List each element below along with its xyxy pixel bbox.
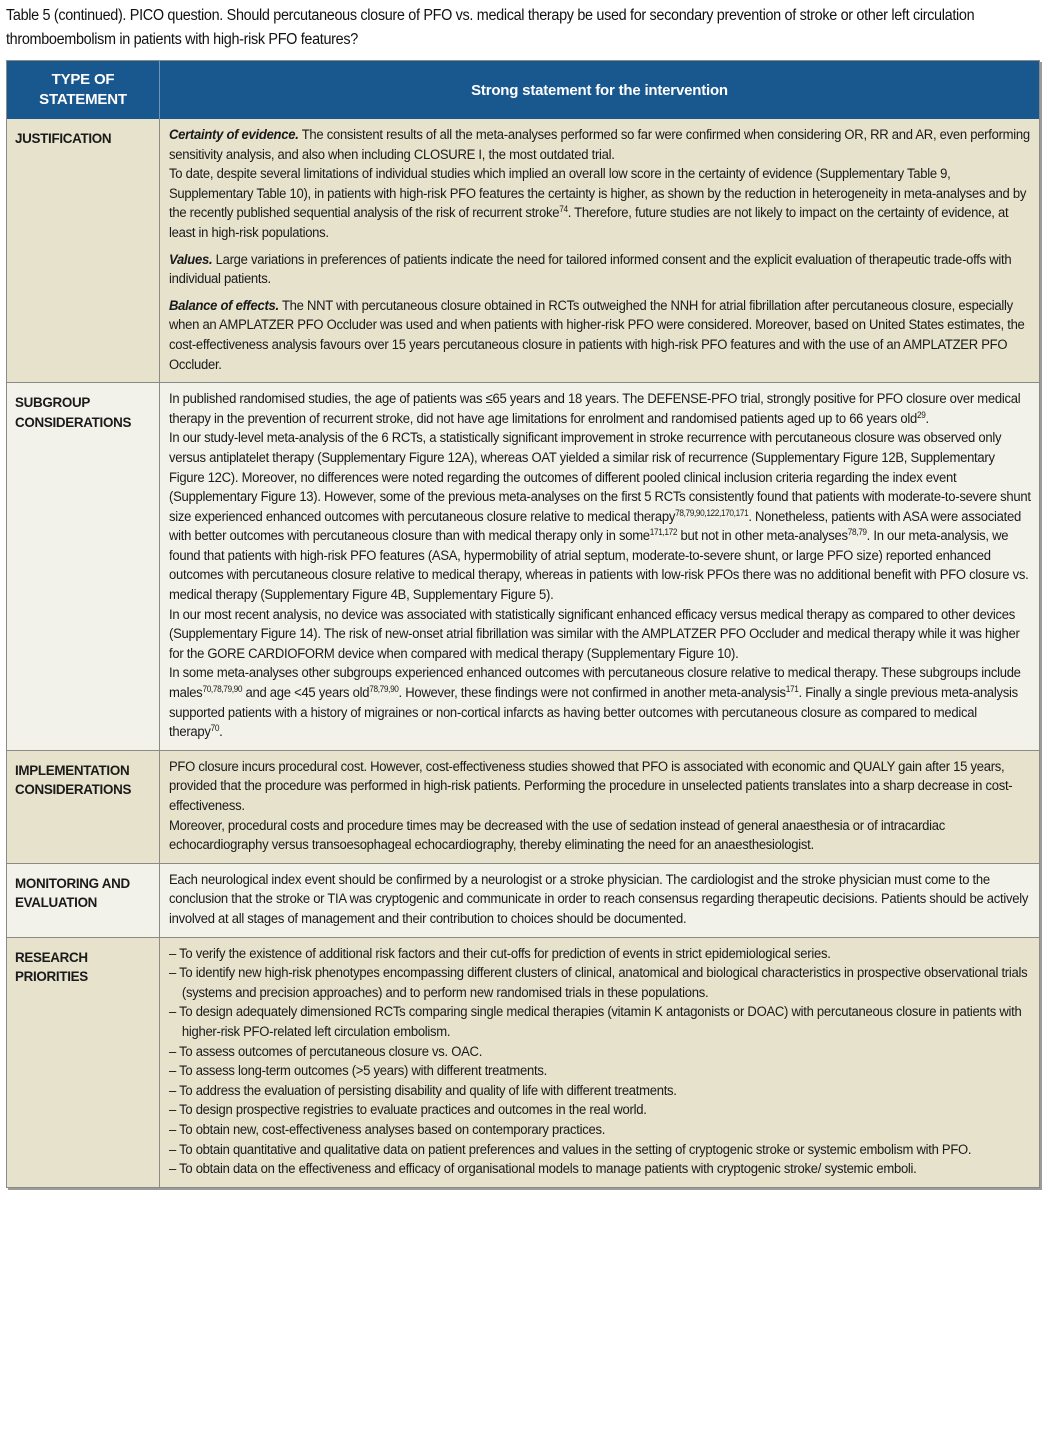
subgroup-p2-text-d: . In our meta-analysis, we found that patients with high-risk PFO features (ASA, hypermobility of atrial septum, moderate-to-severe shunt, or large PFO size) reported enhanced outcomes with percutaneous closure relative to medical therapy, whereas in patients with low-risk PFOs there was no additional benefit with PFO closure vs. medical therapy (Supplementary Figure 4B, Supplementary Figure 5).: [169, 528, 1029, 604]
reference-superscript: 171: [785, 684, 799, 695]
list-item: – To verify the existence of additional risk factors and their cut-offs for prediction of events in strict epidemiological series.: [169, 945, 1031, 965]
table-row-research: [7, 937, 1040, 1187]
implementation-paragraph-1: PFO closure incurs procedural cost. However, cost-effectiveness studies showed that PFO is associated with economic and QUALY gain after 15 years, provided that the procedure was performed in high-risk patients. Performing the procedure in unselected patients translates into a sharp decrease in cost-effectiveness.: [169, 758, 1013, 814]
balance-of-effects-paragraph: [169, 297, 1031, 375]
subgroup-paragraph-3: In our most recent analysis, no device was associated with statistically significant enhanced efficacy versus medical therapy as compared to other devices (Supplementary Figure 14). The risk of new-onset atrial fibrillation was similar with the AMPLATZER PFO Occluder and medical therapy while it was higher for the GORE CARDIOFORM device when compared with medical therapy (Supplementary Figure 10).: [169, 606, 1020, 662]
list-item: – To assess outcomes of percutaneous closure vs. OAC.: [169, 1043, 1031, 1063]
list-item: – To obtain data on the effectiveness and efficacy of organisational models to manage patients with cryptogenic stroke/ systemic emboli.: [169, 1160, 1031, 1180]
list-item: – To address the evaluation of persisting disability and quality of life with different treatments.: [169, 1082, 1031, 1102]
header-type-of-statement: [7, 61, 160, 120]
subgroup-p2-text-c: but not in other meta-analyses: [677, 528, 848, 545]
list-item: – To obtain new, cost-effectiveness analyses based on contemporary practices.: [169, 1121, 1031, 1141]
row-body-subgroup: [160, 383, 1040, 751]
reference-superscript: 78,79,90,122,170,171: [675, 507, 749, 518]
values-paragraph: [169, 251, 1031, 290]
monitoring-paragraph: Each neurological index event should be confirmed by a neurologist or a stroke physician. The cardiologist and the stroke physician must come to the conclusion that the stroke or TIA was cryptogenic and communicate in order to reach consensus regarding therapeutic decisions. Patients should be actively involved at all stages of management and their contribution to choices should be documented.: [169, 871, 1029, 927]
subgroup-p4-text-c: . However, these findings were not confirmed in another meta-analysis: [398, 685, 786, 702]
subgroup-p2-text-b: . Nonetheless, patients with ASA were associated with better outcomes with percutaneous closure than with medical therapy only in some: [169, 508, 1021, 545]
row-body-justification: [160, 119, 1040, 383]
subgroup-p1-text: In published randomised studies, the age of patients was ≤65 years and 18 years. The DEFENSE-PFO trial, strongly positive for PFO closure over medical therapy in the prevention of recurrent stroke, did not have age limitations for enrolment and randomised patients aged up to 66 years old: [169, 391, 1021, 427]
table-header-row: [7, 61, 1040, 120]
row-label-monitoring: MONITORING AND EVALUATION: [7, 863, 160, 937]
table-row-subgroup: [7, 383, 1040, 751]
list-item: – To assess long-term outcomes (>5 years) with different treatments.: [169, 1062, 1031, 1082]
reference-superscript: 78,79,90: [369, 684, 399, 695]
table-caption: Table 5 (continued). PICO question. Should percutaneous closure of PFO vs. medical therapy be used for secondary prevention of stroke or other left circulation thromboembolism in patients with high-risk PFO features?: [6, 7, 975, 48]
list-item: – To design adequately dimensioned RCTs comparing single medical therapies (vitamin K antagonists or DOAC) with percutaneous closure in patients with higher-risk PFO-related left circulation embolism.: [169, 1003, 1031, 1042]
list-item: – To identify new high-risk phenotypes encompassing different clusters of clinical, anatomical and biological characteristics in prospective observational trials (systems and precision approaches) and to perform new randomised trials in these populations.: [169, 964, 1031, 1003]
balance-text: The NNT with percutaneous closure obtained in RCTs outweighed the NNH for atrial fibrillation after percutaneous closure, especially when an AMPLATZER PFO Occluder was used and when patients with higher-risk PFO were considered. Moreover, based on United States estimates, the cost-effectiveness analysis favours over 15 years percutaneous closure in patients with high-risk PFO features and with the use of an AMPLATZER PFO Occluder.: [169, 297, 1025, 373]
row-body-research: [160, 937, 1040, 1187]
reference-superscript: 78,79: [847, 527, 867, 538]
header-col1-label: TYPE OF STATEMENT: [39, 71, 127, 108]
subgroup-p2-text-a: In our study-level meta-analysis of the 6 RCTs, a statistically significant improvement in stroke recurrence with percutaneous closure was observed only versus antiplatelet therapy (Supplementary Figure 12A), whereas OAT yielded a similar risk of recurrence (Supplementary Figure 12B, Supplementary Figure 12C). Moreover, no differences were noted regarding the outcomes of different pooled clinical inclusion criteria regarding the index event (Supplementary Figure 13). However, some of the previous meta-analyses on the first 5 RCTs consistently found that patients with moderate-to-severe shunt size experienced enhanced outcomes with percutaneous closure relative to medical therapy: [169, 430, 1031, 525]
row-label-research: RESEARCH PRIORITIES: [7, 937, 160, 1187]
list-item: – To obtain quantitative and qualitative data on patient preferences and values in the setting of cryptogenic stroke or systemic embolism with PFO.: [169, 1141, 1031, 1161]
reference-superscript: 74: [559, 204, 568, 215]
subgroup-p1-end: .: [925, 410, 929, 427]
certainty-text-2b: . Therefore, future studies are not likely to impact on the certainty of evidence, at least in high-risk populations.: [169, 205, 1009, 241]
subgroup-p4-text-d: . Finally a single previous meta-analysis supported patients with a history of migraines or non-cortical infarcts as having better outcomes with percutaneous closure as compared to medical therapy: [169, 685, 1018, 741]
recommendation-table: [6, 60, 1040, 1188]
research-priorities-list: [169, 945, 1031, 1180]
row-label-subgroup: SUBGROUP CONSIDERATIONS: [7, 383, 160, 751]
subgroup-p4-text-b: and age <45 years old: [242, 685, 370, 702]
subgroup-p4-end: .: [219, 724, 223, 741]
reference-superscript: 70: [210, 723, 220, 734]
certainty-lead: Certainty of evidence.: [169, 127, 299, 143]
values-lead: Values.: [169, 251, 213, 268]
table-row-monitoring: [7, 863, 1040, 937]
certainty-text-2a: To date, despite several limitations of individual studies which implied an overall low score in the certainty of evidence (Supplementary Table 9, Supplementary Table 10), in patients with high-risk PFO features the certainty is higher, as shown by the reduction in heterogeneity in meta-analyses and by the recently published sequential analysis of the risk of recurrent stroke: [169, 166, 1027, 222]
subgroup-paragraph-2: [169, 429, 1031, 605]
subgroup-p4-text-a: In some meta-analyses other subgroups experienced enhanced outcomes with percutaneous closure relative to medical therapy. These subgroups include males: [169, 665, 1021, 702]
subgroup-paragraph-4: [169, 664, 1031, 742]
list-item: – To design prospective registries to evaluate practices and outcomes in the real world.: [169, 1101, 1031, 1121]
reference-superscript: 29: [916, 409, 926, 420]
certainty-text-1: The consistent results of all the meta-analyses performed so far were confirmed when considering OR, RR and AR, even performing sensitivity analysis, and also when including CLOSURE I, the most outdated trial.: [169, 127, 1030, 163]
reference-superscript: 171,172: [649, 527, 678, 538]
subgroup-paragraph-1: [169, 390, 1031, 429]
implementation-paragraph-2: Moreover, procedural costs and procedure times may be decreased with the use of sedation instead of general anaesthesia or of intracardiac echocardiography versus transoesophageal echocardiography, thereby eliminating the need for an anaesthesiologist.: [169, 817, 945, 854]
reference-superscript: 70,78,79,90: [202, 684, 243, 695]
certainty-of-evidence-paragraph: [169, 126, 1031, 244]
table-row-implementation: [7, 750, 1040, 863]
balance-lead: Balance of effects.: [169, 297, 279, 314]
header-statement-strength: Strong statement for the intervention: [160, 61, 1040, 120]
values-text: Large variations in preferences of patients indicate the need for tailored informed consent and the explicit evaluation of therapeutic trade-offs with individual patients.: [169, 251, 1012, 288]
row-label-justification: JUSTIFICATION: [7, 119, 160, 383]
row-body-implementation: [160, 750, 1040, 863]
row-body-monitoring: [160, 863, 1040, 937]
table-row-justification: [7, 119, 1040, 383]
row-label-implementation: IMPLEMENTATION CONSIDERATIONS: [7, 750, 160, 863]
